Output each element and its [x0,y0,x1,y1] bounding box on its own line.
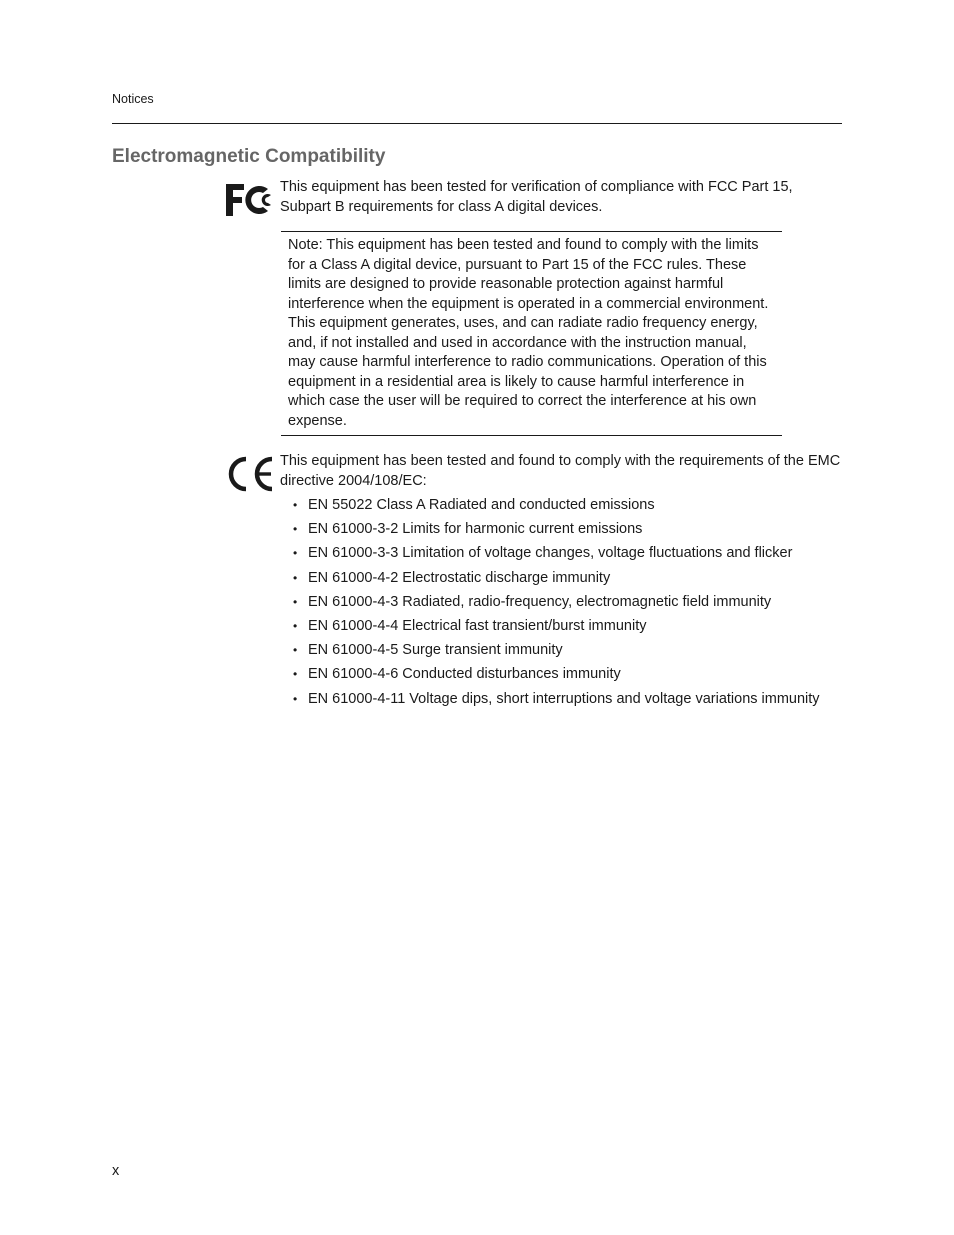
header-rule [112,123,842,124]
bullet-icon: • [293,643,298,658]
fcc-note-text: Note: This equipment has been tested and found to comply with the limits for a Class A digital device, pursuant to Part 15 of the FCC rules. These limits are designed to provide reasonable protection against harmful interference when the equipment is operated in a commercial environment. This equipment generates, uses, and can radiate radio frequency energy, and, if not installed and used in accordance with the instruction manual, may cause harmful interference to radio communications. Operation of this equipment in a residential area is likely to cause harmful interference in which case the user will be required to correct the interference at his own expense. [288,237,769,429]
list-item [290,519,842,539]
standard-text: EN 61000-4-5 Surge transient immunity [308,642,563,659]
list-item [290,640,842,660]
bullet-icon: • [293,691,298,706]
standard-text: EN 61000-3-2 Limits for harmonic current emissions [308,521,643,538]
bullet-icon: • [293,667,298,682]
list-item [290,543,842,563]
list-item [290,592,842,612]
ce-statement: This equipment has been tested and found to comply with the requirements of the EMC directive 2004/108/EC: [280,453,841,489]
section-title: Electromagnetic Compatibility [112,146,386,167]
standard-text: EN 61000-4-4 Electrical fast transient/burst immunity [308,617,647,634]
standard-text: EN 61000-4-2 Electrostatic discharge immunity [308,569,611,586]
list-item [290,689,842,709]
standard-text: EN 61000-4-6 Conducted disturbances immunity [308,666,621,683]
bullet-icon: • [293,498,298,512]
list-item [290,568,842,588]
bullet-icon: • [293,522,298,537]
fcc-logo-icon [224,180,276,220]
fcc-statement: This equipment has been tested for verification of compliance with FCC Part 15, Subpart B requirements for class A digital devices. [280,179,793,215]
bullet-icon: • [293,594,298,609]
running-header: Notices [112,92,154,106]
ce-mark-icon [226,456,276,492]
standard-text: EN 55022 Class A Radiated and conducted emissions [308,497,655,513]
emc-standards-list [290,495,842,713]
list-item [290,664,842,684]
standard-text: EN 61000-4-11 Voltage dips, short interruptions and voltage variations immunity [308,690,820,707]
page-number: x [112,1163,120,1179]
bullet-icon: • [293,618,298,633]
standard-text: EN 61000-3-3 Limitation of voltage changes, voltage fluctuations and flicker [308,545,793,562]
bullet-icon: • [293,546,298,561]
bullet-icon: • [293,570,298,585]
list-item [290,495,842,515]
standard-text: EN 61000-4-3 Radiated, radio-frequency, electromagnetic field immunity [308,593,772,610]
fcc-note-box [281,231,782,436]
list-item [290,616,842,636]
